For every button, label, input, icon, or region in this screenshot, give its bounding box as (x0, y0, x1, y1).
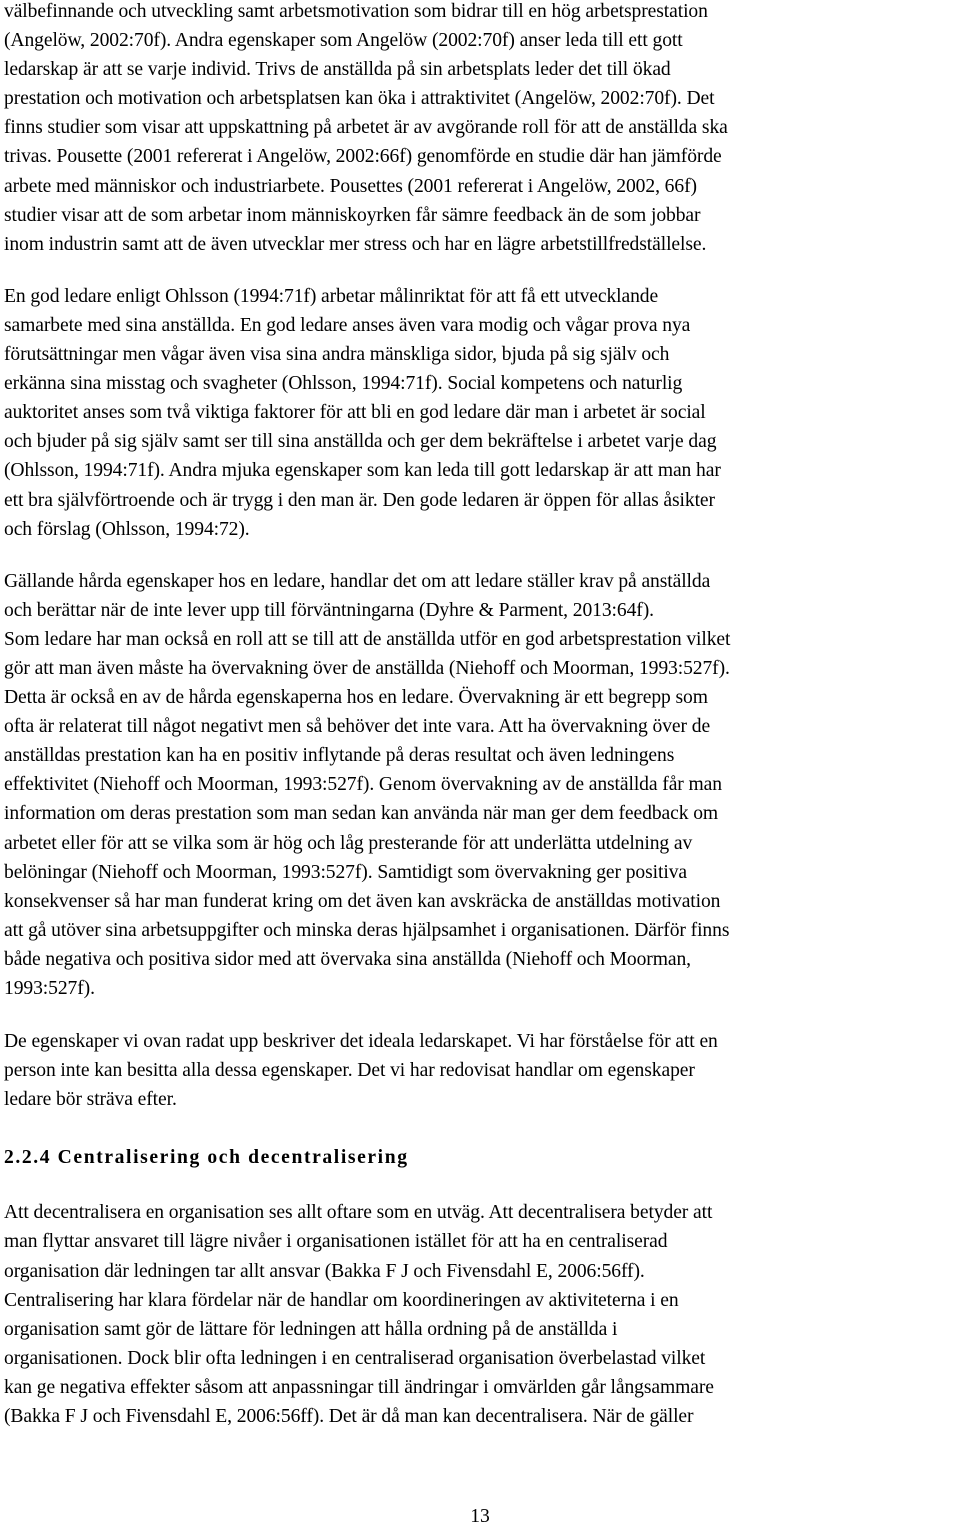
text-line: samarbete med sina anställda. En god ledare anses även vara modig och vågar prova nya (4, 314, 691, 336)
text-line: (Angelöw, 2002:70f). Andra egenskaper som Angelöw (2002:70f) anser leda till ett gott (4, 30, 683, 52)
text-line: ofta är relaterat till något negativt men så behöver det inte vara. Att ha övervakning över de (4, 716, 711, 738)
text-line: Att decentralisera en organisation ses allt oftare som en utväg. Att decentralisera betyder att (4, 1202, 713, 1224)
paragraph-gap (4, 259, 956, 282)
paragraph-good-leader (4, 282, 956, 544)
text-line: anställdas prestation kan ha en positiv inflytande på deras resultat och även ledningens (4, 745, 675, 767)
text-line: Centralisering har klara fördelar när de handlar om koordineringen av aktiviteterna i en (4, 1289, 679, 1311)
paragraph-hard-qualities (4, 567, 956, 1003)
text-line: konsekvenser så har man funderat kring om det även kan avskräcka de anställdas motivation (4, 890, 721, 912)
document-page (4, 0, 956, 1431)
text-line: trivas. Pousette (2001 refererat i Angelöw, 2002:66f) genomförde en studie där han jämförde (4, 146, 722, 168)
paragraph-wellbeing (4, 0, 956, 259)
text-line: erkänna sina misstag och svagheter (Ohlsson, 1994:71f). Social kompetens och naturlig (4, 373, 683, 395)
page-number: 13 (470, 1506, 490, 1527)
text-line: studier visar att de som arbetar inom människoyrken får sämre feedback än de som jobbar (4, 204, 701, 226)
text-line: belöningar (Niehoff och Moorman, 1993:527f). Samtidigt som övervakning ger positiva (4, 861, 687, 883)
text-line: Som ledare har man också en roll att se till att de anställda utför en god arbetsprestation vilket (4, 628, 731, 650)
text-line: att gå utöver sina arbetsuppgifter och minska deras hjälpsamhet i organisationen. Därför finns (4, 919, 730, 941)
text-line: organisationen. Dock blir ofta ledningen i en centraliserad organisation överbelastad vilket (4, 1347, 706, 1369)
section-heading: 2.2.4 Centralisering och decentralisering (4, 1147, 409, 1169)
text-line: effektivitet (Niehoff och Moorman, 1993:527f). Genom övervakning av de anställda får man (4, 774, 722, 796)
text-line: information om deras prestation som man sedan kan använda när man ger dem feedback om (4, 803, 719, 825)
paragraph-centralisation (4, 1198, 956, 1431)
text-line: En god ledare enligt Ohlsson (1994:71f) arbetar målinriktat för att få ett utvecklande (4, 285, 659, 307)
text-line: kan ge negativa effekter såsom att anpassningar till ändringar i omvärlden går långsammare (4, 1376, 714, 1398)
paragraph-gap (4, 1003, 956, 1027)
text-line: arbetet eller för att se vilka som är hög och låg presterande för att underlätta utdelning av (4, 832, 693, 854)
text-line: Detta är också en av de hårda egenskaperna hos en ledare. Övervakning är ett begrepp som (4, 687, 708, 709)
paragraph-ideal-leadership (4, 1027, 956, 1114)
text-line: arbete med människor och industriarbete. Pousettes (2001 refererat i Angelöw, 2002, 66f) (4, 175, 697, 197)
text-line: välbefinnande och utveckling samt arbetsmotivation som bidrar till en hög arbetsprestation (4, 1, 708, 22)
text-line: prestation och motivation och arbetsplatsen kan öka i attraktivitet (Angelöw, 2002:70f). Det (4, 88, 715, 110)
heading-gap (4, 1172, 956, 1198)
text-line: och bjuder på sig själv samt ser till sina anställda och ger dem bekräftelse i arbetet varje dag (4, 431, 717, 453)
text-line: De egenskaper vi ovan radat upp beskriver det ideala ledarskapet. Vi har förståelse för att en (4, 1031, 718, 1053)
text-line: ledare bör sträva efter. (4, 1089, 177, 1111)
heading-gap (4, 1114, 956, 1143)
paragraph-gap (4, 544, 956, 567)
text-line: finns studier som visar att uppskattning på arbetet är av avgörande roll för att de anställda ska (4, 117, 728, 139)
text-line: organisation samt gör de lättare för ledningen att hålla ordning på de anställda i (4, 1318, 618, 1340)
text-line: ledarskap är att se varje individ. Trivs de anställda på sin arbetsplats leder det till ökad (4, 59, 671, 81)
text-line: och berättar när de inte lever upp till förväntningarna (Dyhre & Parment, 2013:64f). (4, 599, 654, 621)
text-line: ett bra självförtroende och är trygg i den man är. Den gode ledaren är öppen för allas åsikter (4, 489, 715, 511)
text-line: förutsättningar men vågar även visa sina andra mänskliga sidor, bjuda på sig själv och (4, 344, 670, 366)
text-line: inom industrin samt att de även utvecklar mer stress och har en lägre arbetstillfredställelse. (4, 233, 707, 255)
text-line: (Bakka F J och Fivensdahl E, 2006:56ff). Det är då man kan decentralisera. När de gäller (4, 1406, 694, 1428)
text-line: person inte kan besitta alla dessa egenskaper. Det vi har redovisat handlar om egenskaper (4, 1060, 695, 1082)
text-line: både negativa och positiva sidor med att övervaka sina anställda (Niehoff och Moorman, (4, 948, 691, 970)
text-line: organisation där ledningen tar allt ansvar (Bakka F J och Fivensdahl E, 2006:56ff). (4, 1260, 645, 1282)
text-line: Gällande hårda egenskaper hos en ledare, handlar det om att ledare ställer krav på anställda (4, 570, 711, 592)
text-line: man flyttar ansvaret till lägre nivåer i organisationen istället för att ha en centraliserad (4, 1231, 668, 1253)
text-line: auktoritet anses som två viktiga faktorer för att bli en god ledare där man i arbetet är social (4, 402, 706, 424)
text-line: (Ohlsson, 1994:71f). Andra mjuka egenskaper som kan leda till gott ledarskap är att man har (4, 460, 721, 482)
text-line: gör att man även måste ha övervakning över de anställda (Niehoff och Moorman, 1993:527f). (4, 657, 730, 679)
text-line: 1993:527f). (4, 978, 95, 999)
text-line: och förslag (Ohlsson, 1994:72). (4, 518, 250, 540)
